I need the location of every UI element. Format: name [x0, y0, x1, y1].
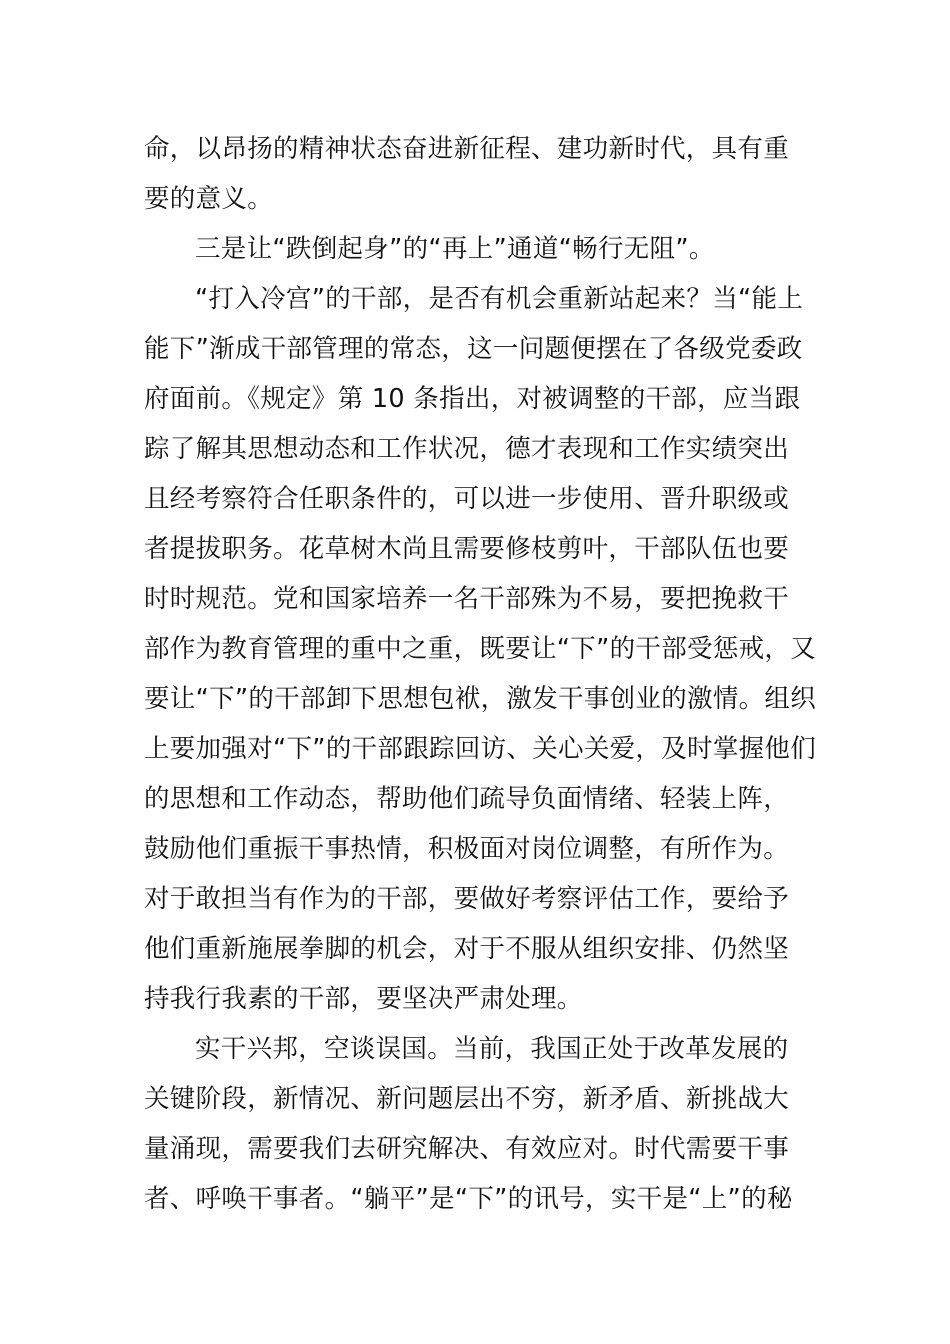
text-line: 持我行我素的干部，要坚决严肃处理。 [144, 984, 583, 1014]
text-line: 要的意义。 [144, 184, 274, 214]
section-heading: 三是让“跌倒起身”的“再上”通道“畅行无阻”。 [195, 234, 715, 264]
text-line: 命，以昂扬的精神状态奋进新征程、建功新时代，具有重 [144, 134, 790, 164]
text-line: 者提拔职务。花草树木尚且需要修枝剪叶，干部队伍也要 [144, 534, 790, 564]
text-line: 关键阶段，新情况、新问题层出不穷，新矛盾、新挑战大 [144, 1084, 790, 1114]
text-line: 部作为教育管理的重中之重，既要让“下”的干部受惩戒，又 [144, 634, 817, 664]
text-line: 上要加强对“下”的干部跟踪回访、关心关爱，及时掌握他们 [144, 734, 817, 764]
text-line: 时时规范。党和国家培养一名干部殊为不易，要把挽救干 [144, 584, 790, 614]
text-line: 的思想和工作动态，帮助他们疏导负面情绪、轻装上阵， [144, 784, 790, 814]
text-line: 要让“下”的干部卸下思想包袱，激发干事创业的激情。组织 [144, 684, 817, 714]
text-line: 量涌现，需要我们去研究解决、有效应对。时代需要干事 [144, 1134, 790, 1164]
text-line: 者、呼唤干事者。“躺平”是“下”的讯号，实干是“上”的秘 [144, 1184, 793, 1214]
document-body [144, 124, 817, 1224]
paragraph-start: 实干兴邦，空谈误国。当前，我国正处于改革发展的 [195, 1034, 789, 1064]
text-line: 府面前。《规定》第 10 条指出，对被调整的干部，应当跟 [144, 384, 801, 414]
text-line: 踪了解其思想动态和工作状况，德才表现和工作实绩突出 [144, 434, 790, 464]
text-line: 对于敢担当有作为的干部，要做好考察评估工作，要给予 [144, 884, 790, 914]
text-line: 且经考察符合任职条件的，可以进一步使用、晋升职级或 [144, 484, 790, 514]
text-line: 他们重新施展拳脚的机会，对于不服从组织安排、仍然坚 [144, 934, 790, 964]
text-line: 能下”渐成干部管理的常态，这一问题便摆在了各级党委政 [144, 334, 803, 364]
paragraph-start: “打入冷宫”的干部，是否有机会重新站起来？当“能上 [195, 284, 804, 314]
text-line: 鼓励他们重振干事热情，积极面对岗位调整，有所作为。 [144, 834, 790, 864]
